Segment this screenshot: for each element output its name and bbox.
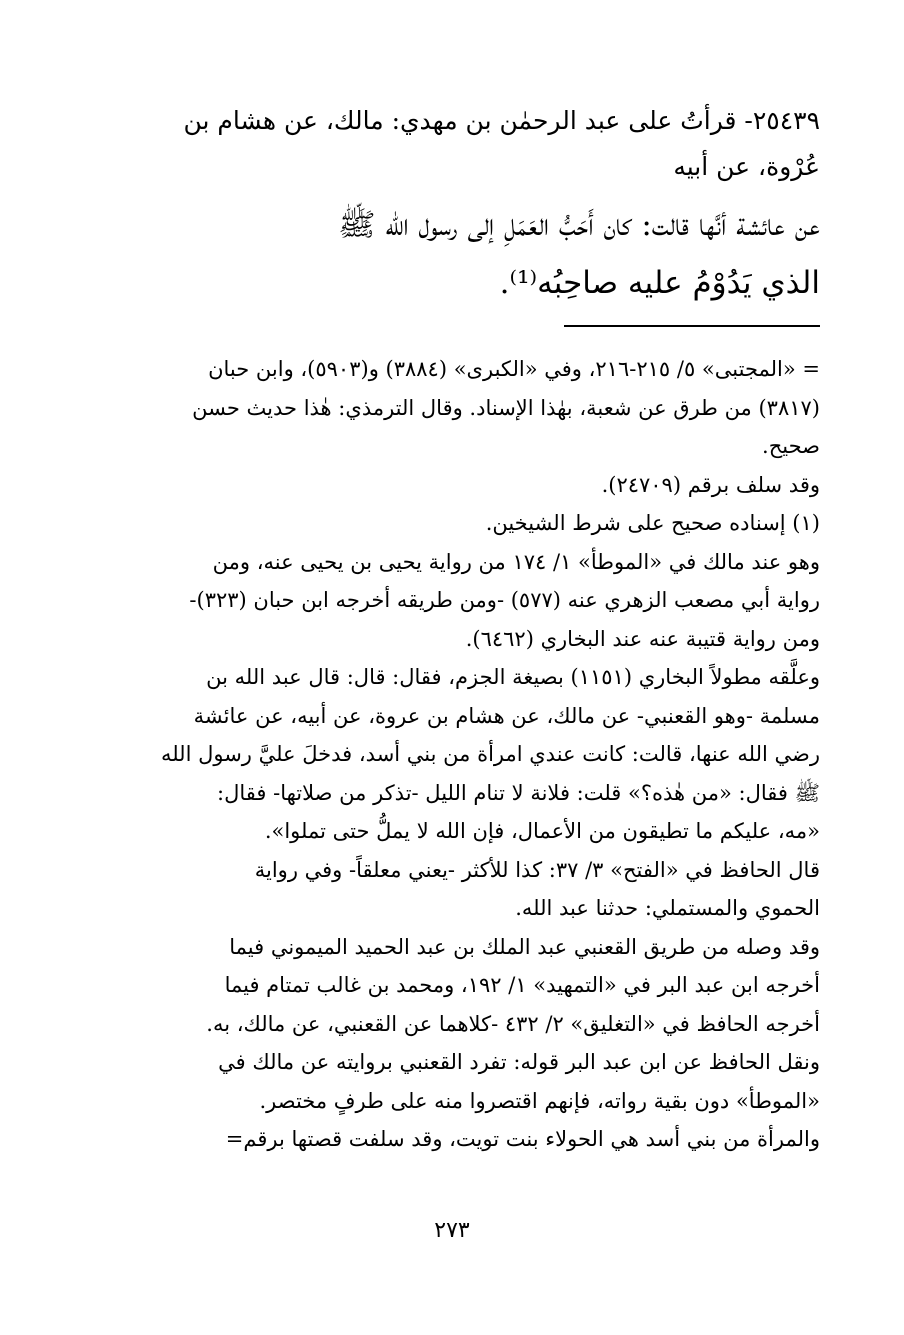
footnote-separator xyxy=(564,325,820,327)
hadith-header-line: ٢٥٤٣٩- قرأتُ على عبد الرحمٰن بن مهدي: مالك، عن هشام بن xyxy=(183,106,820,135)
footnote-line: ونقل الحافظ عن ابن عبد البر قوله: تفرد القعنبي بروايته عن مالك في xyxy=(218,1050,820,1074)
footnote-line: = «المجتبى» ٥/ ٢١٥-٢١٦، وفي «الكبرى» (٣٨٨٤) و(٥٩٠٣)، وابن حبان xyxy=(208,357,820,381)
footnote-line: ومن رواية قتيبة عنه عند البخاري (٦٤٦٢). xyxy=(465,626,820,651)
footnotes xyxy=(120,350,820,1159)
page-number: ٢٧٣ xyxy=(434,1218,470,1243)
footnote-line: وقد سلف برقم (٢٤٧٠٩). xyxy=(601,472,820,497)
footnote-line: رضي الله عنها، قالت: كانت عندي امرأة من بني أسد، فدخلَ عليَّ رسول الله xyxy=(160,742,820,766)
hadith-text xyxy=(120,196,820,312)
footnote-line: وهو عند مالك في «الموطأ» ١/ ١٧٤ من رواية يحيى بن يحيى عنه، ومن xyxy=(212,549,820,574)
footnote-line: صحيح. xyxy=(762,434,820,458)
footnote-line: الحموي والمستملي: حدثنا عبد الله. xyxy=(515,896,820,920)
hadith-header-line: عُرْوة، عن أبيه xyxy=(673,152,820,181)
hadith-header xyxy=(120,98,820,190)
footnote-line: (١) إسناده صحيح على شرط الشيخين. xyxy=(485,511,820,535)
footnote-line: (٣٨١٧) من طرق عن شعبة، بهٰذا الإسناد. وقال الترمذي: هٰذا حديث حسن xyxy=(192,395,820,420)
footnote-line: والمرأة من بني أسد هي الحولاء بنت تويت، وقد سلفت قصتها برقم= xyxy=(225,1127,820,1151)
footnote-line: مسلمة -وهو القعنبي- عن مالك، عن هشام بن عروة، عن أبيه، عن عائشة xyxy=(193,703,820,728)
footnote-line: وعلَّقه مطولاً البخاري (١١٥١) بصيغة الجزم، فقال: قال: قال عبد الله بن xyxy=(206,665,820,689)
footnote-line: «مه، عليكم ما تطيقون من الأعمال، فإن الله لا يملُّ حتى تملوا». xyxy=(264,819,820,843)
footnote-line: قال الحافظ في «الفتح» ٣/ ٣٧: كذا للأكثر -يعني معلقاً- وفي رواية xyxy=(254,857,820,882)
footnote-line: أخرجه الحافظ في «التغليق» ٢/ ٤٣٢ -كلاهما عن القعنبي، عن مالك، به. xyxy=(206,1011,820,1036)
hadith-text-line: الذي يَدُوْمُ عليه صاحِبُه⁽¹⁾. xyxy=(499,265,820,301)
footnote-line: رواية أبي مصعب الزهري عنه (٥٧٧) -ومن طريقه أخرجه ابن حبان (٣٢٣)- xyxy=(189,588,820,612)
hadith-text-line: عن عائشة أنَّها قالت: كان أَحَبُّ العَمَلِ إلى رسول الله ﷺ xyxy=(338,207,820,243)
footnote-line: «الموطأ» دون بقية رواته، فإنهم اقتصروا منه على طرفٍ مختصر. xyxy=(259,1088,820,1113)
footnote-line: أخرجه ابن عبد البر في «التمهيد» ١/ ١٩٢، ومحمد بن غالب تمتام فيما xyxy=(224,973,820,997)
footnote-line: وقد وصله من طريق القعنبي عبد الملك بن عبد الحميد الميموني فيما xyxy=(229,934,820,959)
footnote-line: ﷺ فقال: «من هٰذه؟» قلت: فلانة لا تنام الليل -تذكر من صلاتها- فقال: xyxy=(217,780,820,805)
